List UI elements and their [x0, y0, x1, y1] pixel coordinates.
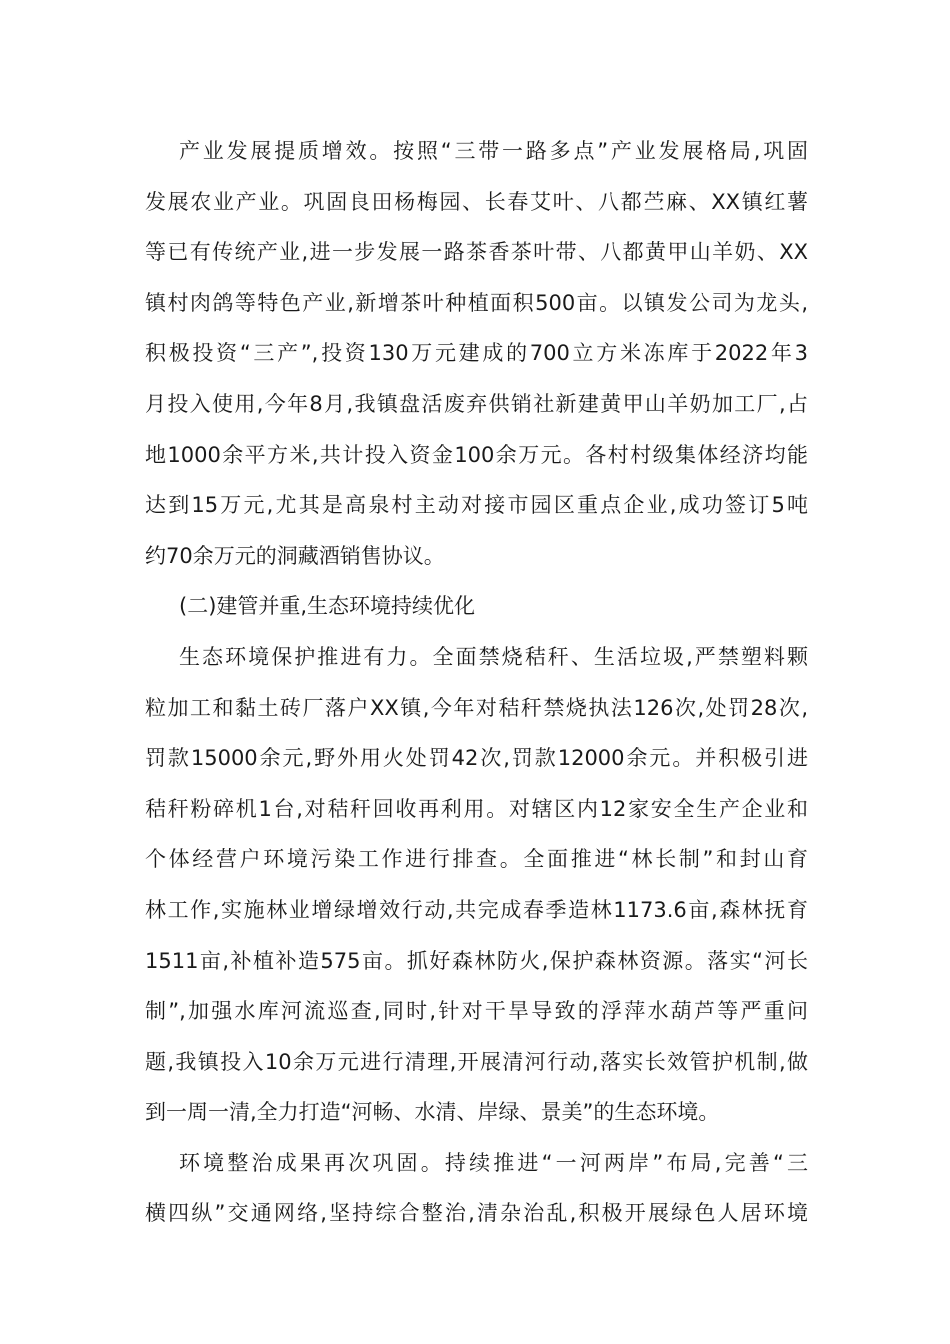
paragraph-line: 横四纵”交通网络,坚持综合整治,清杂治乱,积极开展绿色人居环境	[145, 1201, 808, 1226]
document-body	[145, 126, 808, 1239]
paragraph-line: 林工作,实施林业增绿增效行动,共完成春季造林1173.6亩,森林抚育	[145, 897, 808, 922]
paragraph-line: 月投入使用,今年8月,我镇盘活废弃供销社新建黄甲山羊奶加工厂,占	[145, 391, 808, 416]
paragraph-line: 达到15万元,尤其是高泉村主动对接市园区重点企业,成功签订5吨	[145, 493, 808, 518]
paragraph-line: 个体经营户环境污染工作进行排查。全面推进“林长制”和封山育	[145, 847, 808, 872]
paragraph-line: 题,我镇投入10余万元进行清理,开展清河行动,落实长效管护机制,做	[145, 1049, 808, 1074]
paragraph-line: 制”,加强水库河流巡查,同时,针对干旱导致的浮萍水葫芦等严重问	[145, 999, 808, 1024]
paragraph-line: 积极投资“三产”,投资130万元建成的700立方米冻库于2022年3	[145, 341, 808, 366]
paragraph-line: 罚款15000余元,野外用火处罚42次,罚款12000余元。并积极引进	[145, 746, 808, 771]
paragraph-line: 镇村肉鸽等特色产业,新增茶叶种植面积500亩。以镇发公司为龙头,	[145, 290, 808, 315]
section-heading: (二)建管并重,生态环境持续优化	[179, 594, 476, 619]
paragraph-line: 秸秆粉碎机1台,对秸秆回收再利用。对辖区内12家安全生产企业和	[145, 796, 808, 821]
paragraph-line: 生态环境保护推进有力。全面禁烧秸秆、生活垃圾,严禁塑料颗	[179, 644, 808, 669]
paragraph-line: 产业发展提质增效。按照“三带一路多点”产业发展格局,巩固	[179, 139, 808, 163]
paragraph-line: 粒加工和黏土砖厂落户XX镇,今年对秸秆禁烧执法126次,处罚28次,	[145, 695, 808, 720]
paragraph-line: 发展农业产业。巩固良田杨梅园、长春艾叶、八都苎麻、XX镇红薯	[145, 189, 808, 214]
paragraph-line: 1511亩,补植补造575亩。抓好森林防火,保护森林资源。落实“河长	[145, 948, 808, 973]
paragraph-line: 等已有传统产业,进一步发展一路茶香茶叶带、八都黄甲山羊奶、XX	[145, 240, 808, 265]
paragraph-line: 约70余万元的洞藏酒销售协议。	[145, 543, 445, 568]
paragraph-line: 环境整治成果再次巩固。持续推进“一河两岸”布局,完善“三	[179, 1150, 808, 1175]
paragraph-line: 地1000余平方米,共计投入资金100余万元。各村村级集体经济均能	[145, 442, 808, 467]
paragraph-line: 到一周一清,全力打造“河畅、水清、岸绿、景美”的生态环境。	[145, 1100, 720, 1125]
